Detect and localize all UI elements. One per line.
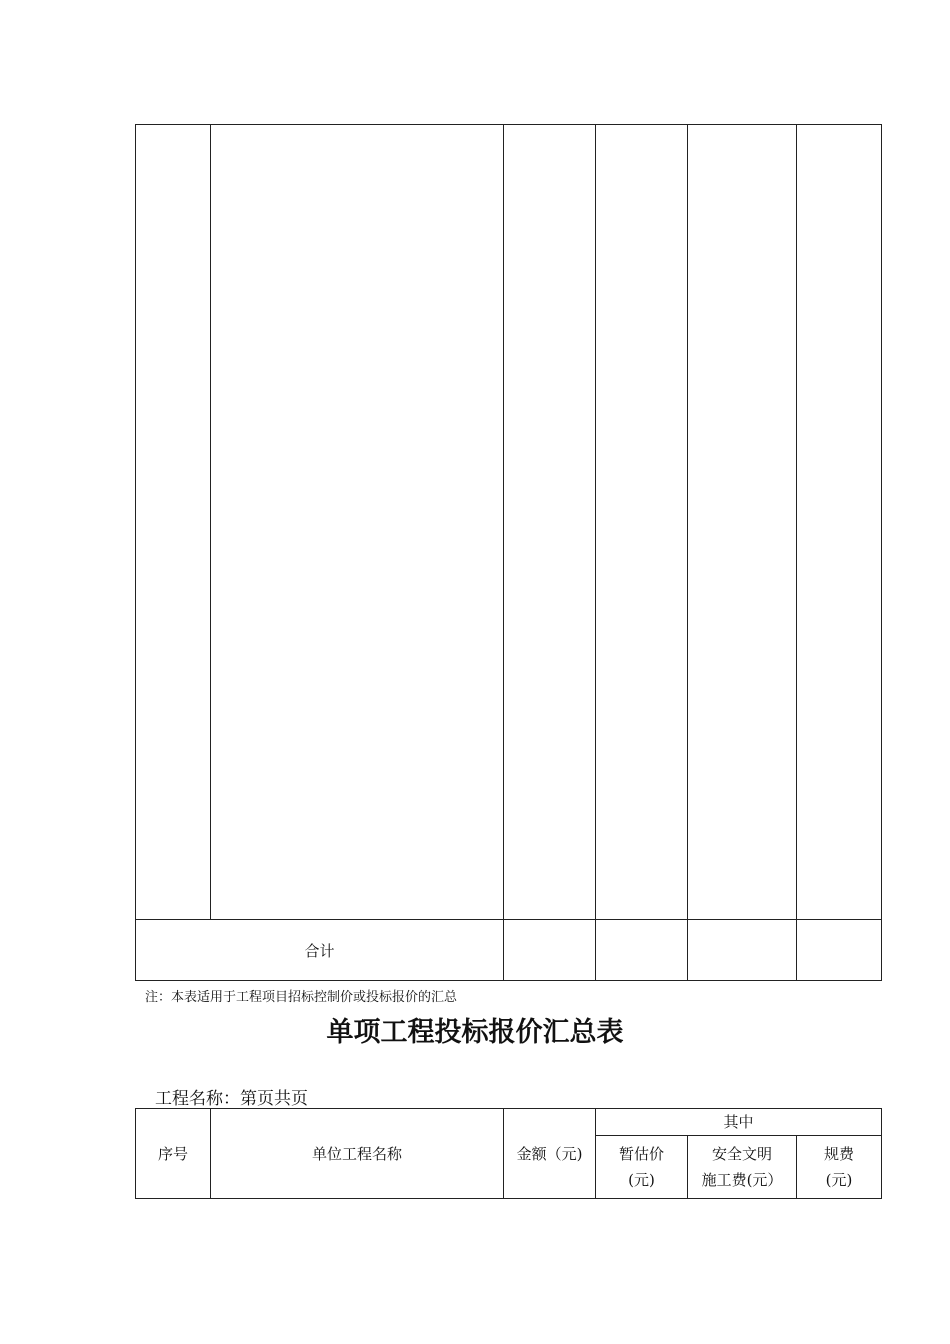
total-provisional-cell — [596, 920, 688, 981]
header-provisional-line1: 暂估价 — [618, 1145, 664, 1163]
header-of-which: 其中 — [596, 1109, 882, 1136]
header-fees — [797, 1136, 882, 1199]
table-cell-name — [211, 125, 504, 920]
header-amount: 金额（元) — [504, 1109, 596, 1199]
header-provisional — [596, 1136, 688, 1199]
header-provisional-line2: (元) — [628, 1171, 655, 1189]
header-unit-name: 单位工程名称 — [211, 1109, 504, 1199]
cost-table-continuation — [135, 124, 882, 981]
header-safety-line2: 施工费(元） — [701, 1171, 783, 1189]
total-row — [136, 920, 882, 981]
table-note: 注：本表适用于工程项目招标控制价或投标报价的汇总 — [145, 990, 458, 1005]
total-safety-cell — [688, 920, 797, 981]
header-seq: 序号 — [136, 1109, 211, 1199]
total-fees-cell — [797, 920, 882, 981]
page-title: 单项工程投标报价汇总表 — [326, 1017, 624, 1048]
header-safety-line1: 安全文明 — [711, 1145, 772, 1163]
table-cell-fees — [797, 125, 882, 920]
header-row-1 — [136, 1109, 882, 1136]
header-fees-line2: (元) — [825, 1171, 853, 1189]
table-cell-seq — [136, 125, 211, 920]
table-cell-safety — [688, 125, 797, 920]
header-safety — [688, 1136, 797, 1199]
header-fees-line1: 规费 — [824, 1145, 855, 1163]
table-row — [136, 125, 882, 920]
project-name-line: 工程名称：第页共页 — [155, 1089, 308, 1109]
table-cell-provisional — [596, 125, 688, 920]
total-label: 合计 — [136, 920, 504, 981]
summary-table — [135, 1108, 882, 1199]
table-cell-amount — [504, 125, 596, 920]
total-amount-cell — [504, 920, 596, 981]
